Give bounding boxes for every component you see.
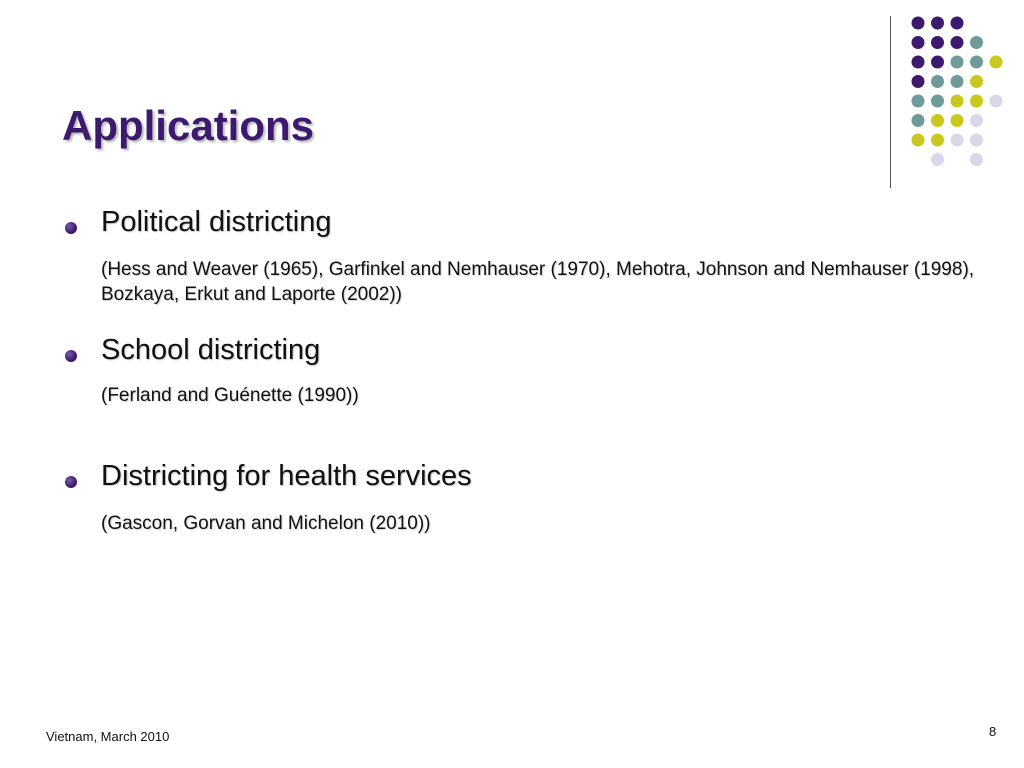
decorative-dot xyxy=(951,56,964,69)
bullet-heading: Districting for health services xyxy=(101,460,472,492)
decorative-dot xyxy=(912,114,925,127)
decorative-dot xyxy=(931,56,944,69)
bullet-point-icon xyxy=(65,222,77,234)
decorative-dot xyxy=(990,56,1003,69)
decorative-dot xyxy=(931,134,944,147)
bullet-reference: (Ferland and Guénette (1990)) xyxy=(101,385,359,406)
decorative-dot xyxy=(951,95,964,108)
decorative-dot xyxy=(970,95,983,108)
decorative-dot xyxy=(912,75,925,88)
bullet-point-icon xyxy=(65,476,77,488)
decorative-dot xyxy=(970,134,983,147)
decorative-dot xyxy=(931,95,944,108)
decorative-dot xyxy=(970,153,983,166)
decorative-dot xyxy=(951,17,964,30)
bullet-reference: (Gascon, Gorvan and Michelon (2010)) xyxy=(101,513,431,534)
decorative-dot xyxy=(970,114,983,127)
decorative-dot xyxy=(931,36,944,49)
slide-title: Applications xyxy=(62,102,315,149)
decorative-dot xyxy=(912,95,925,108)
decorative-dot xyxy=(931,75,944,88)
page-number: 8 xyxy=(989,724,997,739)
decorative-dot xyxy=(931,153,944,166)
decorative-dot xyxy=(931,114,944,127)
decorative-dot xyxy=(951,114,964,127)
decorative-dot xyxy=(970,56,983,69)
decorative-dot xyxy=(990,95,1003,108)
decorative-dot xyxy=(912,36,925,49)
decorative-dot xyxy=(951,134,964,147)
footer-text: Vietnam, March 2010 xyxy=(46,729,170,744)
decorative-dot xyxy=(912,134,925,147)
decorative-dot xyxy=(951,36,964,49)
decorative-dot xyxy=(970,75,983,88)
decorative-dot xyxy=(931,17,944,30)
decorative-dot-grid xyxy=(0,0,1024,200)
bullet-point-icon xyxy=(65,350,77,362)
decorative-dot xyxy=(951,75,964,88)
decorative-divider-line xyxy=(890,16,891,188)
decorative-dot xyxy=(970,36,983,49)
bullet-heading: School districting xyxy=(101,334,321,366)
decorative-dot xyxy=(912,56,925,69)
bullet-reference: (Hess and Weaver (1965), Garfinkel and Nemhauser (1970), Mehotra, Johnson and Nemhauser (1998), Bozkaya, Erkut and Laporte (2002)) xyxy=(101,259,975,305)
decorative-dot xyxy=(912,17,925,30)
bullet-heading: Political districting xyxy=(101,206,332,238)
